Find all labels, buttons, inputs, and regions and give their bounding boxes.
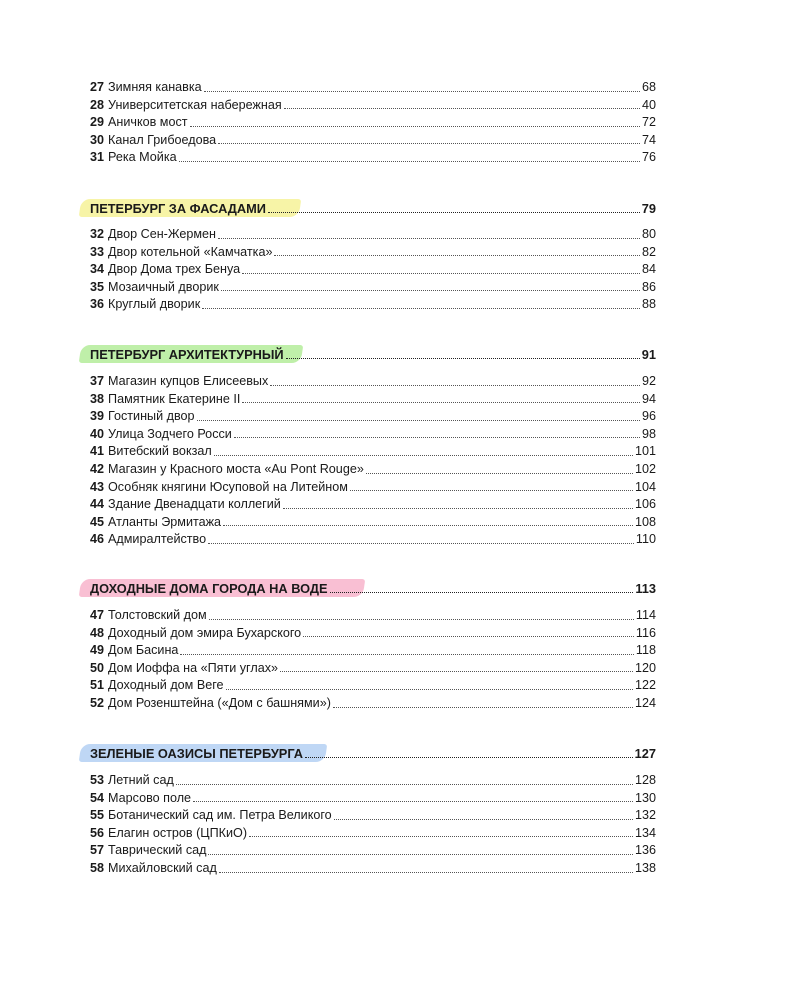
toc-entry[interactable] (90, 244, 656, 262)
entry-number: 52 (90, 695, 105, 710)
leader-dots (223, 524, 633, 526)
entry-number: 27 (90, 80, 105, 94)
leader-dots (350, 489, 633, 491)
entry-number: 35 (90, 279, 105, 294)
entry-page: 122 (634, 678, 656, 693)
toc-entry[interactable] (90, 408, 656, 426)
toc-entry[interactable] (90, 625, 656, 643)
leader-dots (280, 670, 633, 672)
toc-entry[interactable] (90, 443, 656, 461)
leader-dots (193, 800, 633, 802)
toc-entry[interactable] (90, 132, 656, 150)
entry-page: 84 (641, 262, 656, 277)
entry-page: 116 (635, 625, 656, 640)
entry-page: 136 (634, 843, 656, 858)
section-page: 79 (641, 201, 656, 216)
entry-page: 82 (641, 244, 656, 259)
entry-title: Летний сад (108, 773, 174, 787)
entry-title: Дом Розенштейна («Дом с башнями») (108, 695, 331, 710)
entry-number: 28 (90, 97, 105, 112)
leader-dots (226, 688, 633, 690)
section-page: 127 (634, 746, 656, 761)
entry-title: Памятник Екатерине II (108, 391, 241, 406)
leader-dots (284, 107, 640, 109)
entry-title: Двор котельной «Камчатка» (108, 244, 273, 259)
toc-entry[interactable] (90, 695, 656, 713)
leader-dots (234, 436, 640, 438)
leader-dots (274, 254, 640, 256)
entry-page: 102 (634, 461, 656, 476)
entry-number: 47 (90, 608, 105, 622)
entry-title: Магазин у Красного моста «Au Pont Rouge» (108, 461, 364, 476)
entry-title: Канал Грибоедова (108, 132, 217, 147)
entry-number: 51 (90, 678, 105, 693)
entry-title: Ботанический сад им. Петра Великого (108, 808, 332, 823)
entry-number: 41 (90, 444, 105, 459)
leader-dots (305, 756, 633, 758)
leader-dots (270, 384, 640, 386)
entry-title: Мозаичный дворик (108, 279, 219, 294)
entry-page: 76 (641, 150, 656, 165)
leader-dots (333, 706, 633, 708)
entry-number: 50 (90, 660, 105, 675)
leader-dots (209, 618, 634, 620)
toc-entry[interactable] (90, 660, 656, 678)
entry-page: 118 (635, 643, 656, 658)
entry-page: 68 (641, 80, 656, 94)
leader-dots (334, 818, 633, 820)
leader-dots (197, 419, 640, 421)
section-page: 113 (635, 581, 656, 596)
entry-number: 46 (90, 532, 105, 547)
leader-dots (303, 635, 634, 637)
entry-number: 33 (90, 244, 105, 259)
entry-page: 134 (634, 825, 656, 840)
section-heading-architecture[interactable] (90, 344, 656, 366)
entry-title: Здание Двенадцати коллегий (108, 497, 281, 512)
entry-title: Марсово поле (108, 790, 192, 805)
toc-entry[interactable] (90, 479, 656, 497)
entry-page: 98 (641, 426, 656, 441)
section-heading-tenement-houses[interactable] (90, 578, 656, 600)
leader-dots (221, 289, 640, 291)
toc-entry[interactable] (90, 825, 656, 843)
entry-number: 43 (90, 479, 105, 494)
leader-dots (208, 542, 634, 544)
entry-number: 56 (90, 825, 105, 840)
entry-number: 49 (90, 643, 105, 658)
entry-page: 80 (641, 227, 656, 241)
leader-dots (249, 835, 633, 837)
leader-dots (214, 454, 633, 456)
entry-number: 31 (90, 150, 105, 165)
leader-dots (283, 507, 633, 509)
entry-number: 37 (90, 374, 105, 388)
leader-dots (330, 591, 634, 593)
section-title: ДОХОДНЫЕ ДОМА ГОРОДА НА ВОДЕ (90, 581, 328, 596)
entry-page: 74 (641, 132, 656, 147)
entry-page: 132 (634, 808, 656, 823)
toc-group-tenement-houses (90, 607, 656, 713)
entry-number: 58 (90, 860, 105, 875)
leader-dots (242, 401, 640, 403)
entry-page: 130 (634, 790, 656, 805)
entry-page: 72 (641, 115, 656, 130)
entry-page: 96 (641, 409, 656, 424)
toc-entry[interactable] (90, 114, 656, 132)
entry-page: 110 (635, 532, 656, 547)
entry-title: Магазин купцов Елисеевых (108, 374, 269, 388)
toc-group-top (90, 79, 656, 167)
entry-number: 34 (90, 262, 105, 277)
entry-page: 104 (634, 479, 656, 494)
entry-title: Двор Дома трех Бенуа (108, 262, 241, 277)
leader-dots (218, 237, 640, 239)
entry-page: 101 (634, 444, 656, 459)
entry-title: Река Мойка (108, 150, 177, 165)
entry-page: 124 (634, 695, 656, 710)
entry-number: 44 (90, 497, 105, 512)
entry-page: 128 (634, 773, 656, 787)
entry-number: 39 (90, 409, 105, 424)
entry-page: 120 (634, 660, 656, 675)
leader-dots (202, 307, 640, 309)
entry-title: Дом Иоффа на «Пяти углах» (108, 660, 279, 675)
entry-number: 45 (90, 514, 105, 529)
entry-number: 57 (90, 843, 105, 858)
entry-title: Особняк княгини Юсуповой на Литейном (108, 479, 348, 494)
entry-title: Атланты Эрмитажа (108, 514, 222, 529)
entry-page: 114 (635, 608, 656, 622)
toc-entry[interactable] (90, 531, 656, 549)
toc-entry[interactable] (90, 842, 656, 860)
entry-title: Толстовский дом (108, 608, 207, 622)
section-page: 91 (641, 347, 656, 362)
toc-entry[interactable] (90, 79, 656, 97)
entry-title: Адмиралтейство (108, 532, 207, 547)
entry-title: Зимняя канавка (108, 80, 202, 94)
entry-title: Гостиный двор (108, 409, 195, 424)
entry-title: Таврический сад (108, 843, 207, 858)
toc-entry[interactable] (90, 677, 656, 695)
entry-title: Улица Зодчего Росси (108, 426, 232, 441)
entry-number: 55 (90, 808, 105, 823)
entry-title: Доходный дом Веге (108, 678, 224, 693)
toc-entry[interactable] (90, 790, 656, 808)
entry-number: 29 (90, 115, 105, 130)
toc-entry[interactable] (90, 261, 656, 279)
entry-title: Елагин остров (ЦПКиО) (108, 825, 248, 840)
toc-entry[interactable] (90, 426, 656, 444)
entry-page: 94 (641, 391, 656, 406)
leader-dots (219, 871, 633, 873)
entry-page: 106 (634, 497, 656, 512)
toc-entry[interactable] (90, 97, 656, 115)
entry-title: Круглый дворик (108, 297, 201, 312)
leader-dots (190, 125, 640, 127)
leader-dots (268, 211, 640, 213)
leader-dots (180, 653, 634, 655)
leader-dots (286, 357, 640, 359)
toc-entry[interactable] (90, 514, 656, 532)
leader-dots (366, 472, 633, 474)
entry-number: 48 (90, 625, 105, 640)
entry-number: 30 (90, 132, 105, 147)
section-title: ПЕТЕРБУРГ ЗА ФАСАДАМИ (90, 201, 267, 216)
entry-number: 36 (90, 297, 105, 312)
section-title: ПЕТЕРБУРГ АРХИТЕКТУРНЫЙ (90, 347, 284, 362)
leader-dots (176, 783, 633, 785)
entry-page: 138 (634, 860, 656, 875)
leader-dots (218, 142, 640, 144)
toc-entry[interactable] (90, 607, 656, 625)
toc-group-architecture (90, 373, 656, 549)
toc-group-facades (90, 226, 656, 314)
entry-title: Университетская набережная (108, 97, 282, 112)
section-title: ЗЕЛЕНЫЕ ОАЗИСЫ ПЕТЕРБУРГА (90, 746, 304, 761)
entry-number: 54 (90, 790, 105, 805)
entry-title: Двор Сен-Жермен (108, 227, 216, 241)
entry-title: Витебский вокзал (108, 444, 212, 459)
entry-page: 88 (641, 297, 656, 312)
toc-entry[interactable] (90, 772, 656, 790)
section-heading-facades[interactable] (90, 198, 656, 220)
entry-page: 86 (641, 279, 656, 294)
toc-entry[interactable] (90, 496, 656, 514)
toc-entry[interactable] (90, 296, 656, 314)
entry-number: 42 (90, 461, 105, 476)
leader-dots (242, 272, 640, 274)
entry-page: 92 (641, 374, 656, 388)
entry-title: Доходный дом эмира Бухарского (108, 625, 302, 640)
entry-page: 40 (641, 97, 656, 112)
toc-group-green-oases (90, 772, 656, 878)
toc-entry[interactable] (90, 226, 656, 244)
toc-entry[interactable] (90, 373, 656, 391)
entry-number: 32 (90, 227, 105, 241)
entry-title: Михайловский сад (108, 860, 217, 875)
entry-number: 40 (90, 426, 105, 441)
entry-number: 53 (90, 773, 105, 787)
entry-page: 108 (634, 514, 656, 529)
entry-title: Аничков мост (108, 115, 188, 130)
toc-entry[interactable] (90, 149, 656, 167)
toc-entry[interactable] (90, 807, 656, 825)
leader-dots (204, 90, 640, 92)
leader-dots (179, 160, 640, 162)
entry-number: 38 (90, 391, 105, 406)
toc-entry[interactable] (90, 642, 656, 660)
toc-entry[interactable] (90, 279, 656, 297)
entry-title: Дом Басина (108, 643, 179, 658)
toc-entry[interactable] (90, 461, 656, 479)
section-heading-green-oases[interactable] (90, 743, 656, 765)
leader-dots (208, 853, 633, 855)
toc-entry[interactable] (90, 860, 656, 878)
toc-entry[interactable] (90, 391, 656, 409)
